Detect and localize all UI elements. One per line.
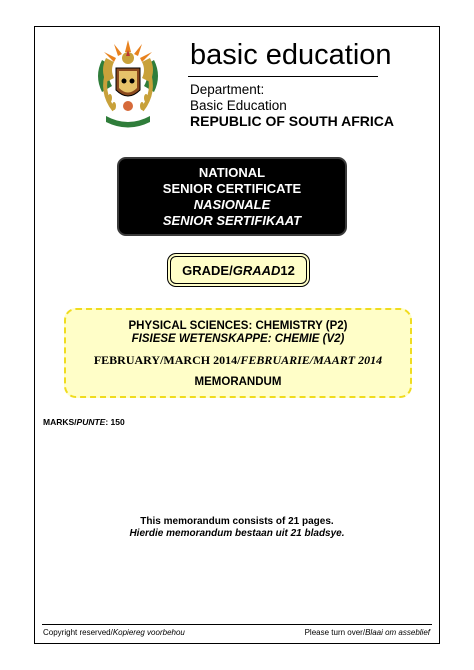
exam-date-af: FEBRUARIE/MAART 2014 [240, 353, 383, 367]
exam-date-en: FEBRUARY/MARCH 2014/ [93, 353, 241, 367]
document-type: MEMORANDUM [194, 376, 282, 388]
coat-of-arms-icon [88, 36, 168, 128]
subject-title-af: FISIESE WETENSKAPPE: CHEMIE (V2) [131, 333, 345, 345]
brand-title: basic education [190, 39, 392, 71]
turn-over-notice [305, 628, 430, 637]
brand-divider [188, 76, 378, 77]
marks-value: : 150 [105, 417, 125, 427]
page-count-note-af: Hierdie memorandum bestaan uit 21 bladsye. [129, 528, 345, 539]
certificate-line-4: SENIOR SERTIFIKAAT [162, 212, 302, 228]
turn-over-en: Please turn over/ [304, 628, 366, 637]
copyright-af: Kopiereg voorbehou [112, 628, 185, 637]
marks-total [43, 417, 125, 427]
turn-over-af: Blaai om asseblief [365, 628, 430, 637]
exam-date [66, 353, 410, 368]
footer-divider [42, 624, 432, 625]
certificate-line-3: NASIONALE [193, 196, 271, 212]
page-count-note-en: This memorandum consists of 21 pages. [140, 516, 334, 527]
certificate-title-box [117, 157, 347, 236]
subject-title-en: PHYSICAL SCIENCES: CHEMISTRY (P2) [128, 320, 348, 332]
country-name: REPUBLIC OF SOUTH AFRICA [190, 113, 395, 129]
marks-label: MARKS/ [43, 417, 77, 427]
copyright-en: Copyright reserved/ [43, 628, 113, 637]
copyright-notice [43, 628, 185, 637]
grade-number: 12 [280, 262, 295, 278]
grade-label: GRADE/ [182, 262, 233, 278]
department-label: Department: [190, 82, 265, 97]
department-name: Basic Education [190, 98, 287, 113]
subject-box [64, 308, 412, 398]
grade-label-af: GRAAD [232, 262, 281, 278]
grade-box [170, 256, 307, 284]
certificate-line-1: NATIONAL [198, 164, 266, 180]
marks-label-af: PUNTE [76, 417, 106, 427]
certificate-line-2: SENIOR CERTIFICATE [162, 180, 302, 196]
letterhead [88, 36, 395, 131]
